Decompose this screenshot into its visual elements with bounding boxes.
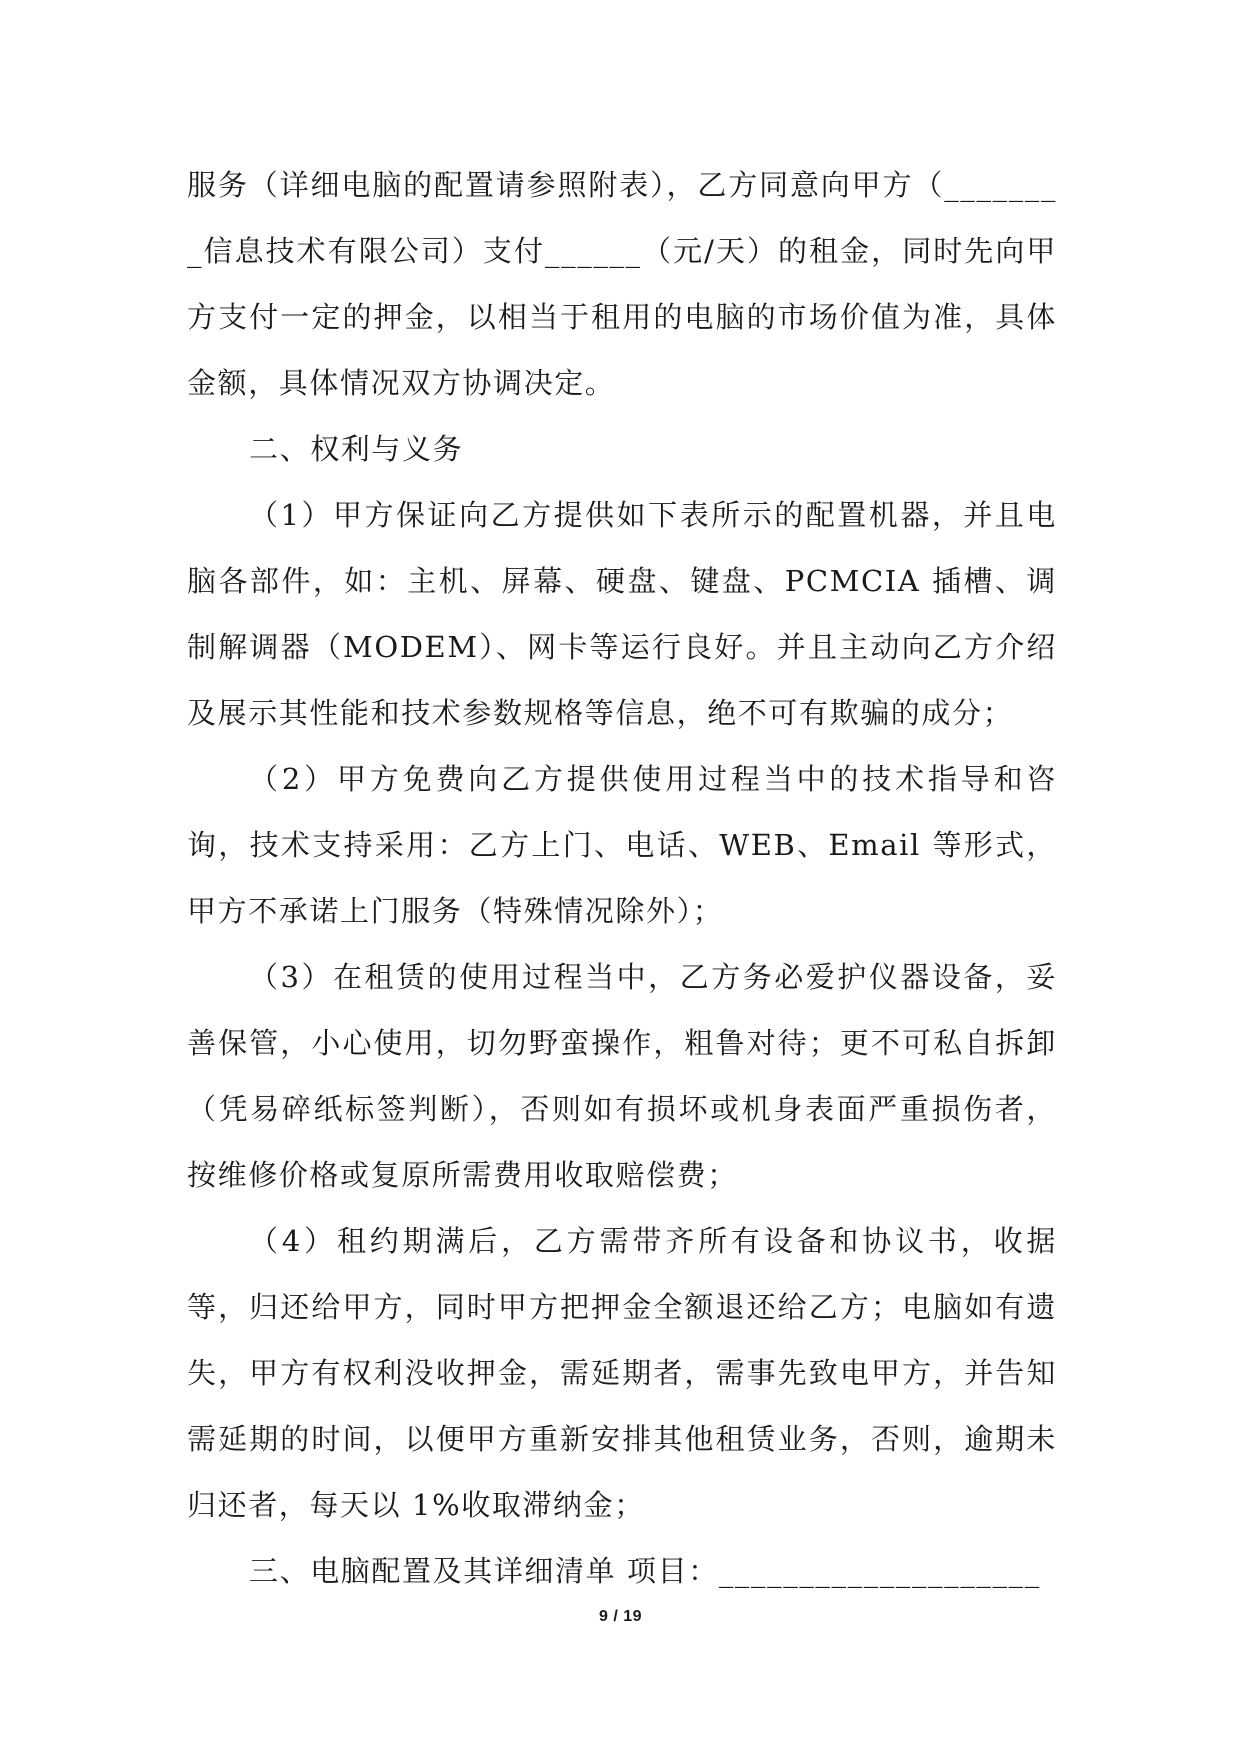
- paragraph-clause-2: （2）甲方免费向乙方提供使用过程当中的技术指导和咨询，技术支持采用：乙方上门、电话、WEB、Email 等形式，甲方不承诺上门服务（特殊情况除外）；: [187, 762, 1057, 928]
- section-heading-computer-config: 三、电脑配置及其详细清单 项目：____________________: [249, 1554, 1041, 1588]
- document-body: [187, 152, 1057, 1604]
- section-heading-rights-obligations: 二、权利与义务: [249, 432, 464, 466]
- paragraph-clause-3: （3）在租赁的使用过程当中，乙方务必爱护仪器设备，妥善保管，小心使用，切勿野蛮操作，粗鲁对待；更不可私自拆卸（凭易碎纸标签判断），否则如有损坏或机身表面严重损伤者，按维修价格或复原所需费用收取赔偿费；: [187, 960, 1057, 1192]
- page-number: 9 / 19: [598, 1608, 643, 1625]
- paragraph-clause-1: （1）甲方保证向乙方提供如下表所示的配置机器，并且电脑各部件，如：主机、屏幕、硬盘、键盘、PCMCIA 插槽、调制解调器（MODEM）、网卡等运行良好。并且主动向乙方介绍及展示其性能和技术参数规格等信息，绝不可有欺骗的成分；: [187, 498, 1057, 730]
- paragraph-clause-4: （4）租约期满后，乙方需带齐所有设备和协议书，收据等，归还给甲方，同时甲方把押金全额退还给乙方；电脑如有遗失，甲方有权利没收押金，需延期者，需事先致电甲方，并告知需延期的时间，以便甲方重新安排其他租赁业务，否则，逾期未归还者，每天以 1%收取滞纳金；: [187, 1224, 1057, 1522]
- paragraph-service-fee: 服务（详细电脑的配置请参照附表），乙方同意向甲方（________信息技术有限公司）支付______（元/天）的租金，同时先向甲方支付一定的押金，以相当于租用的电脑的市场价值为准，具体金额，具体情况双方协调决定。: [187, 168, 1057, 400]
